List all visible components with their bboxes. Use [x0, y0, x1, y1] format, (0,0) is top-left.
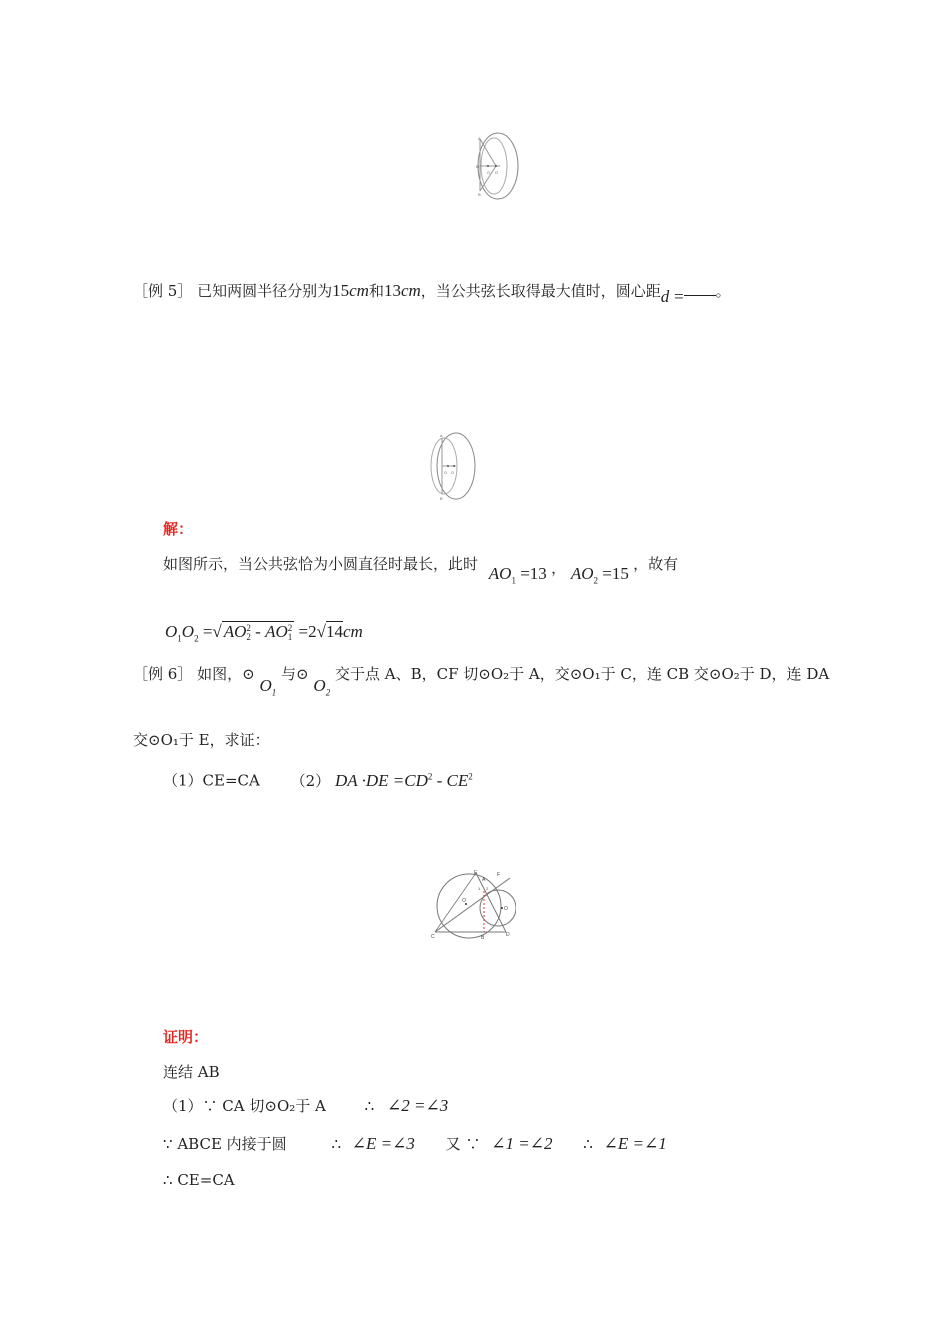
fig1-label-a: A — [478, 136, 481, 141]
example-6-line-1 — [133, 664, 830, 698]
fig3-label-o2: O — [504, 906, 508, 912]
formula-sub2: 2 — [194, 633, 199, 644]
solution-tail: ，故有 — [633, 555, 679, 573]
fig2-label-o1: O — [444, 470, 448, 475]
fig3-label-f: F — [497, 872, 501, 878]
solution-heading: 解： — [163, 520, 194, 538]
sqrt-ao1: AO — [265, 622, 288, 641]
formula-eq: = — [202, 622, 213, 641]
therefore-symbol-1: ∴ — [364, 1097, 375, 1115]
sqrt-minus: - — [255, 622, 261, 641]
fig3-label-1: 1 — [478, 886, 481, 891]
distance-formula: $O_1O_2$ =√ AO 2 2 - AO 2 1 =2√14cm — [165, 622, 363, 644]
example-6-line-2: 交⊙O₁于 E，求证： — [133, 731, 270, 749]
fig3-label-a: A — [482, 877, 486, 883]
example-6-text1: 如图， — [197, 665, 243, 683]
proof-line-3 — [163, 1134, 667, 1154]
figure-1-two-circles — [470, 128, 526, 204]
fig3-label-b: B — [481, 935, 485, 941]
answer-blank — [684, 281, 716, 296]
example-5-end: 。 — [715, 282, 731, 300]
ao2-value: =15 — [602, 564, 629, 583]
fig3-label-d: D — [506, 932, 510, 938]
example-6-questions — [163, 766, 473, 791]
because-symbol-1: ∵ — [163, 1135, 173, 1153]
solution-line-1 — [163, 554, 679, 586]
figure-3-intersecting-circles — [428, 868, 516, 942]
because-symbol-2: ∵ — [465, 1135, 481, 1153]
sqrt-sign: √ — [212, 622, 222, 641]
fig3-label-2: 2 — [486, 886, 489, 891]
proof-line-1: 连结 AB — [163, 1063, 220, 1081]
sqrt-ao2: AO — [223, 622, 247, 641]
example-6-tag: ［例 6］ — [133, 665, 193, 683]
ao1-value: =13 — [520, 564, 547, 583]
unit-1: cm — [349, 281, 369, 300]
example-5-tag: ［例 5］ — [133, 282, 193, 300]
angle-2-eq-3: ∠2 =∠3 — [386, 1096, 449, 1115]
o2-label: $O_2$ — [313, 676, 331, 698]
proof-conclusion: CE=CA — [177, 1171, 235, 1189]
radius-1: 15 — [332, 281, 350, 300]
proof-line-4 — [163, 1170, 235, 1190]
proof-line-2-text: （1）∵ CA 切⊙O₂于 A — [163, 1097, 326, 1115]
sqrt-ao2-sub: 2 — [246, 632, 251, 643]
proof-heading: 证明： — [163, 1028, 209, 1046]
angle-e-eq-3: ∠E =∠3 — [351, 1134, 415, 1153]
sqrt-body — [222, 621, 295, 641]
result-value: 14 — [325, 622, 343, 641]
distance-eq: = — [674, 287, 684, 306]
therefore-symbol-3: ∴ — [583, 1135, 593, 1153]
radius-2: 13 — [383, 281, 401, 300]
ao2-label: AO — [570, 564, 594, 583]
distance-var: d — [660, 287, 670, 306]
fig2-label-a: A — [440, 433, 443, 438]
formula-o2: O — [181, 622, 195, 641]
comma: ， — [551, 559, 567, 577]
example-5-text2: 和 — [368, 282, 384, 300]
example-6-text2: 与 — [281, 665, 297, 683]
circle-symbol-1: ⊙ — [242, 665, 255, 683]
example-5-text1: 已知两圆半径分别为 — [197, 282, 333, 300]
example-5-text3: ，当公共弦长取得最大值时，圆心距 — [420, 282, 661, 300]
question-2-formula: DA $\cdot DE =CD^2 - CE^2$ — [334, 770, 473, 790]
fig3-label-e: E — [474, 870, 478, 876]
fig1-label-b: B — [478, 192, 481, 197]
formula-o1: O — [165, 622, 178, 641]
fig3-label-o1: O — [462, 898, 466, 904]
fig2-label-o2: O — [451, 470, 455, 475]
proof-line-2 — [163, 1096, 448, 1116]
unit-2: cm — [400, 281, 421, 300]
question-1: （1）CE=CA — [163, 771, 260, 790]
sqrt-ao1-sub: 1 — [287, 632, 293, 643]
therefore-symbol-2: ∴ — [331, 1135, 341, 1153]
circle-symbol-2: ⊙ — [296, 665, 309, 683]
ao1-label: AO — [488, 564, 512, 583]
result-eq: =2 — [298, 622, 317, 641]
fig1-label-m: M — [476, 164, 480, 169]
sqrt-ao1-sup: 2 — [287, 623, 293, 634]
angle-1-eq-2: ∠1 =∠2 — [491, 1134, 553, 1153]
proof-line-3-text: ABCE 内接于圆 — [177, 1135, 287, 1153]
fig2-label-b: B — [440, 496, 443, 501]
o1-label: $O_1$ — [259, 676, 277, 698]
figure-2-two-circles — [426, 428, 478, 504]
example-6-text3: 交于点 A、B，CF 切⊙O₂于 A，交⊙O₁于 C，连 CB 交⊙O₂于 D，连 DA — [334, 665, 830, 683]
fig3-label-c: C — [431, 934, 435, 940]
fig1-label-o2: O — [495, 170, 499, 175]
result-unit: cm — [342, 622, 363, 641]
and-word: 又 — [445, 1135, 461, 1153]
sqrt-ao2-sup: 2 — [246, 623, 251, 634]
formula-sub1: 1 — [177, 633, 182, 644]
solution-text: 如图所示，当公共弦恰为小圆直径时最长，此时 — [163, 555, 479, 573]
question-2-label: （2） — [290, 771, 331, 790]
ao1-sub: 1 — [511, 575, 516, 586]
fig1-label-o1: O — [487, 170, 491, 175]
therefore-symbol-4: ∴ — [163, 1171, 173, 1189]
angle-e-eq-1: ∠E =∠1 — [603, 1134, 667, 1153]
ao2-sub: 2 — [593, 575, 599, 586]
example-5-line — [133, 281, 731, 306]
